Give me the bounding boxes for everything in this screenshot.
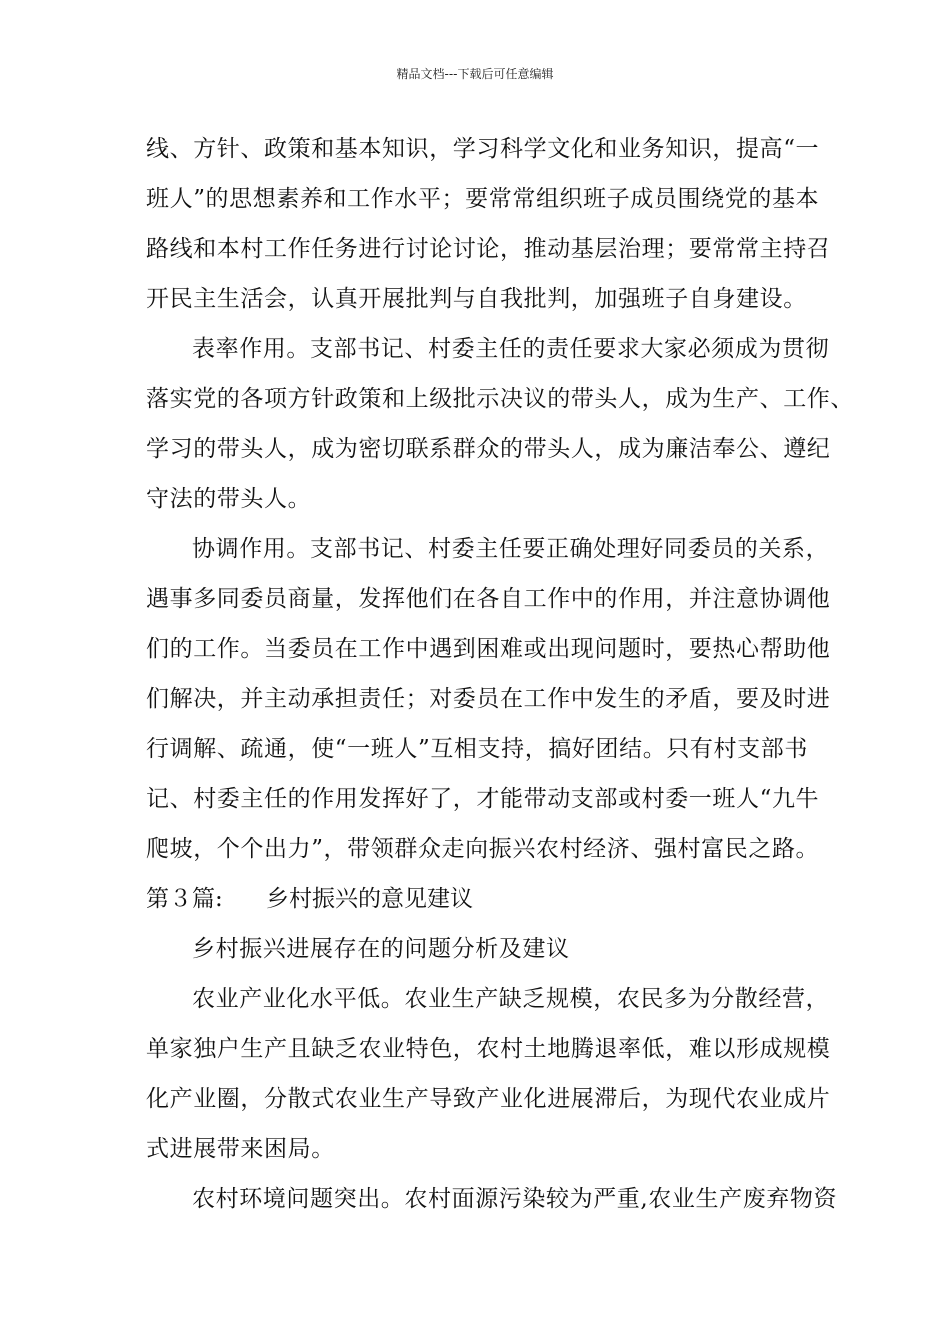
text-line: 记、村委主任的作用发挥好了，才能带动支部或村委一班人“九牛	[146, 786, 820, 812]
section-number: 第３篇:	[146, 886, 223, 912]
text-line: 落实党的各项方针政策和上级批示决议的带头人，成为生产、工作、	[146, 386, 854, 412]
text-line: 行调解、疏通，使“一班人”互相支持，搞好团结。只有村支部书	[146, 736, 808, 762]
text-line: 们的工作。当委员在工作中遇到困难或出现问题时，要热心帮助他	[146, 636, 831, 662]
text-line: 协调作用。支部书记、村委主任要正确处理好同委员的关系，	[192, 536, 830, 562]
text-line: 农村环境问题突出。农村面源污染较为严重,农业生产废弃物资	[192, 1186, 838, 1212]
text-line: 开民主生活会，认真开展批判与自我批判，加强班子自身建设。	[146, 286, 807, 312]
text-line: 守法的带头人。	[146, 486, 312, 512]
page-header: 精品文档---下载后可任意编辑	[396, 67, 554, 81]
section-heading	[146, 882, 822, 932]
text-line: 班人”的思想素养和工作水平；要常常组织班子成员围绕党的基本	[146, 186, 820, 212]
text-line: 单家独户生产且缺乏农业特色，农村土地腾退率低，难以形成规模	[146, 1036, 831, 1062]
section-title: 乡村振兴的意见建议	[266, 886, 473, 912]
text-line: 遇事多同委员商量，发挥他们在各自工作中的作用，并注意协调他	[146, 586, 831, 612]
text-line: 线、方针、政策和基本知识，学习科学文化和业务知识，提高“一	[146, 136, 820, 162]
text-line: 乡村振兴进展存在的问题分析及建议	[192, 936, 570, 962]
text-line: 们解决，并主动承担责任；对委员在工作中发生的矛盾，要及时进	[146, 686, 831, 712]
text-line: 爬坡，个个出力”，带领群众走向振兴农村经济、强村富民之路。	[146, 836, 820, 862]
text-line: 路线和本村工作任务进行讨论讨论，推动基层治理；要常常主持召	[146, 236, 831, 262]
text-line: 式进展带来困局。	[146, 1136, 335, 1162]
document-body	[146, 132, 854, 1232]
text-line: 学习的带头人，成为密切联系群众的带头人，成为廉洁奉公、遵纪	[146, 436, 831, 462]
text-line: 化产业圈，分散式农业生产导致产业化进展滞后，为现代农业成片	[146, 1086, 831, 1112]
text-line: 农业产业化水平低。农业生产缺乏规模，农民多为分散经营，	[192, 986, 830, 1012]
text-line: 表率作用。支部书记、村委主任的责任要求大家必须成为贯彻	[192, 336, 830, 362]
